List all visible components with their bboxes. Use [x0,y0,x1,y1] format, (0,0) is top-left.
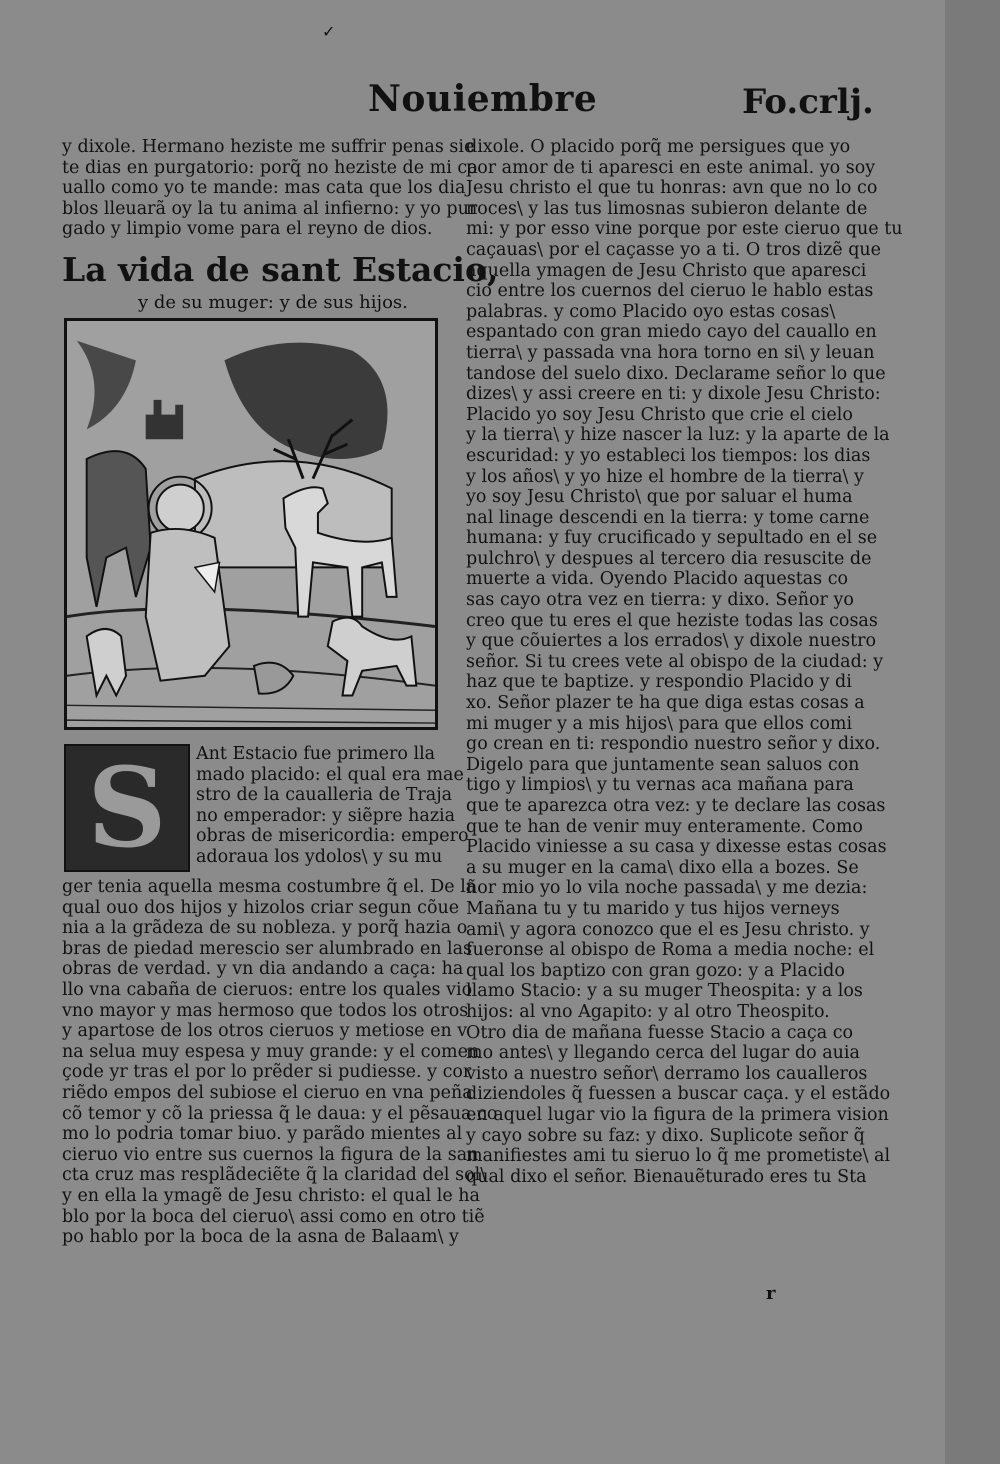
text-line: vno mayor y mas hermoso que todos los otros [62,1000,469,1021]
folio-number: Fo.crlj. [742,82,874,122]
text-line: obras de misericordia: empero [196,826,469,847]
text-line: manifiestes ami tu sieruo lo q̃ me prometiste\ al [466,1146,891,1167]
text-line: Mañana tu y tu marido y tus hijos verneys [466,898,840,919]
text-line: a su muger en la cama\ dixo ella a bozes. Se [466,857,859,878]
text-line: diziendoles q̃ fuessen a buscar caça. y el estãdo [466,1084,891,1105]
text-line: ñor mio yo lo vila noche passada\ y me dezia: [466,878,868,899]
text-line: Otro dia de mañana fuesse Stacio a caça co [466,1022,854,1043]
right-column-text [466,137,903,1187]
text-line: mado placido: el qual era mae [196,764,464,785]
text-line: mo antes\ y llegando cerca del lugar do auia [466,1043,860,1064]
text-line: cta cruz mas resplãdeciẽte q̃ la claridad del sol\ [62,1165,487,1186]
text-line: qual los baptizo con gran gozo: y a Placido [466,960,845,981]
text-line: caçauas\ por el caçasse yo a ti. O tros dizẽ que [466,239,882,260]
text-line: no emperador: y siẽpre hazia [196,805,456,826]
text-line: muerte a vida. Oyendo Placido aquestas co [466,569,849,590]
text-line: uallo como yo te mande: mas cata que los dia [62,178,466,199]
text-line: riẽdo empos del subiose el cieruo en vna peña [62,1082,473,1103]
page-mark: ✓ [322,22,336,41]
left-column-body-beside-initial [196,744,469,868]
initial-letter: S [87,743,167,872]
text-line: nia a la grãdeza de su nobleza. y porq̃ hazia o [62,918,468,939]
woodcut-drawing [67,321,435,727]
text-line: y que cõuiertes a los errados\ y dixole nuestro [466,631,877,652]
woodcut-illustration [64,318,438,730]
text-line: sas cayo otra vez en tierra: y dixo. Señor yo [466,590,854,611]
text-line: pulchro\ y despues al tercero dia resuscite de [466,548,872,569]
text-line: y cayo sobre su faz: y dixo. Suplicote señor q̃ [466,1125,865,1146]
text-line: aquella ymagen de Jesu Christo que aparesci [466,260,867,281]
text-line: haz que te baptize. y respondio Placido y di [466,672,852,693]
text-line: cio entre los cuernos del cieruo le hablo estas [466,281,874,302]
text-line: espantado con gran miedo cayo del cauallo en [466,322,877,343]
text-line: Placido viniesse a su casa y dixesse estas cosas [466,837,887,858]
text-line: llamo Stacio: y a su muger Theospita: y a los [466,981,863,1002]
left-column-top-text [62,137,478,240]
text-line: llo vna cabaña de cieruos: entre los quales vio [62,979,473,1000]
text-line: blos lleuarã oy la tu anima al infierno: y yo pur [62,198,478,219]
text-line: tigo y limpios\ y tu vernas aca mañana para [466,775,854,796]
text-line: Jesu christo el que tu honras: avn que no lo co [466,178,878,199]
text-line: xo. Señor plazer te ha que diga estas cosas a [466,693,865,714]
text-line: hijos: al vno Agapito: y al otro Theospito. [466,1001,830,1022]
text-line: te dias en purgatorio: porq̃ no heziste de mi ca [62,157,478,178]
text-line: fueronse al obispo de Roma a media noche: el [466,940,875,961]
text-line: cõ temor y cõ la priessa q̃ le daua: y el pẽsaua co [62,1103,498,1124]
text-line: nal linage descendi en la tierra: y tome carne [466,507,870,528]
text-line: mo lo podria tomar biuo. y parãdo mientes al [62,1124,463,1145]
text-line: dizes\ y assi creere en ti: y dixole Jesu Christo: [466,384,881,405]
text-line: Digelo para que juntamente sean saluos con [466,754,860,775]
text-line: palabras. y como Placido oyo estas cosas\ [466,301,836,322]
text-line: Ant Estacio fue primero lla [196,744,436,764]
text-line: humana: y fuy crucificado y sepultado en el se [466,528,878,549]
text-line: go crean en ti: respondio nuestro señor y dixo. [466,734,881,755]
left-column-body [62,877,498,1248]
text-line: stro de la caualleria de Traja [196,785,453,806]
text-line: gado y limpio vome para el reyno de dios. [62,219,433,240]
text-line: escuridad: y yo estableci los tiempos: los dias [466,445,871,466]
text-line: dixole. O placido porq̃ me persigues que yo [466,137,851,157]
text-line: çode yr tras el por lo prẽder si pudiesse. y cor [62,1062,472,1083]
text-line: ger tenia aquella mesma costumbre q̃ el. De la [62,877,477,897]
text-line: qual ouo dos hijos y hizolos criar segun cõue [62,897,460,918]
text-line: yo soy Jesu Christo\ que por saluar el huma [466,487,853,508]
text-line: señor. Si tu crees vete al obispo de la ciudad: y [466,651,884,672]
text-line: ami\ y agora conozco que el es Jesu christo. y [466,919,870,940]
text-line: y la tierra\ y hize nascer la luz: y la aparte de la [466,425,890,446]
text-line: y en ella la ymagẽ de Jesu christo: el qual le ha [62,1185,480,1206]
text-line: mi muger y a mis hijos\ para que ellos comi [466,713,853,734]
page-edge [945,0,1000,1464]
text-line: tierra\ y passada vna hora torno en si\ y leuan [466,342,875,363]
text-line: obras de verdad. y vn dia andando a caça: ha [62,959,464,980]
text-line: cieruo vio entre sus cuernos la figura de la san [62,1144,479,1165]
text-line: bras de piedad merescio ser alumbrado en las [62,938,473,959]
text-line: y apartose de los otros cieruos y metiose en v [62,1021,468,1042]
text-line: mi: y por esso vine porque por este cieruo que tu [466,219,903,240]
text-line: que te han de venir muy enteramente. Como [466,816,863,837]
text-line: po hablo por la boca de la asna de Balaam\ y [62,1227,459,1248]
text-line: Placido yo soy Jesu Christo que crie el cielo [466,404,853,425]
text-line: qual dixo el señor. Bienauẽturado eres tu Sta [466,1166,867,1187]
text-line: na selua muy espesa y muy grande: y el comen [62,1041,480,1062]
text-line: en aquel lugar vio la figura de la primera vision [466,1104,889,1125]
text-line: que te aparezca otra vez: y te declare las cosas [466,796,886,816]
text-line: por amor de ti aparesci en este animal. yo soy [466,157,876,178]
text-line: tandose del suelo dixo. Declarame señor lo que [466,363,886,384]
text-line: noces\ y las tus limosnas subieron delante de [466,198,868,219]
text-line: blo por la boca del cieruo\ assi como en otro tiẽ [62,1206,485,1227]
text-line: adoraua los ydolos\ y su mu [196,846,443,867]
chapter-title: La vida de sant Estacio, [62,250,499,289]
chapter-subtitle: y de su muger: y de sus hijos. [138,292,408,313]
running-head: Nouiembre [368,78,598,120]
decorated-initial [64,744,190,872]
signature-mark: r [766,1283,776,1304]
text-line: y los años\ y yo hize el hombre de la tierra\ y [466,466,864,487]
text-line: creo que tu eres el que heziste todas las cosas [466,610,878,631]
text-line: y dixole. Hermano heziste me suffrir penas sie [62,137,475,157]
text-line: visto a nuestro señor\ derramo los caualleros [466,1063,868,1084]
